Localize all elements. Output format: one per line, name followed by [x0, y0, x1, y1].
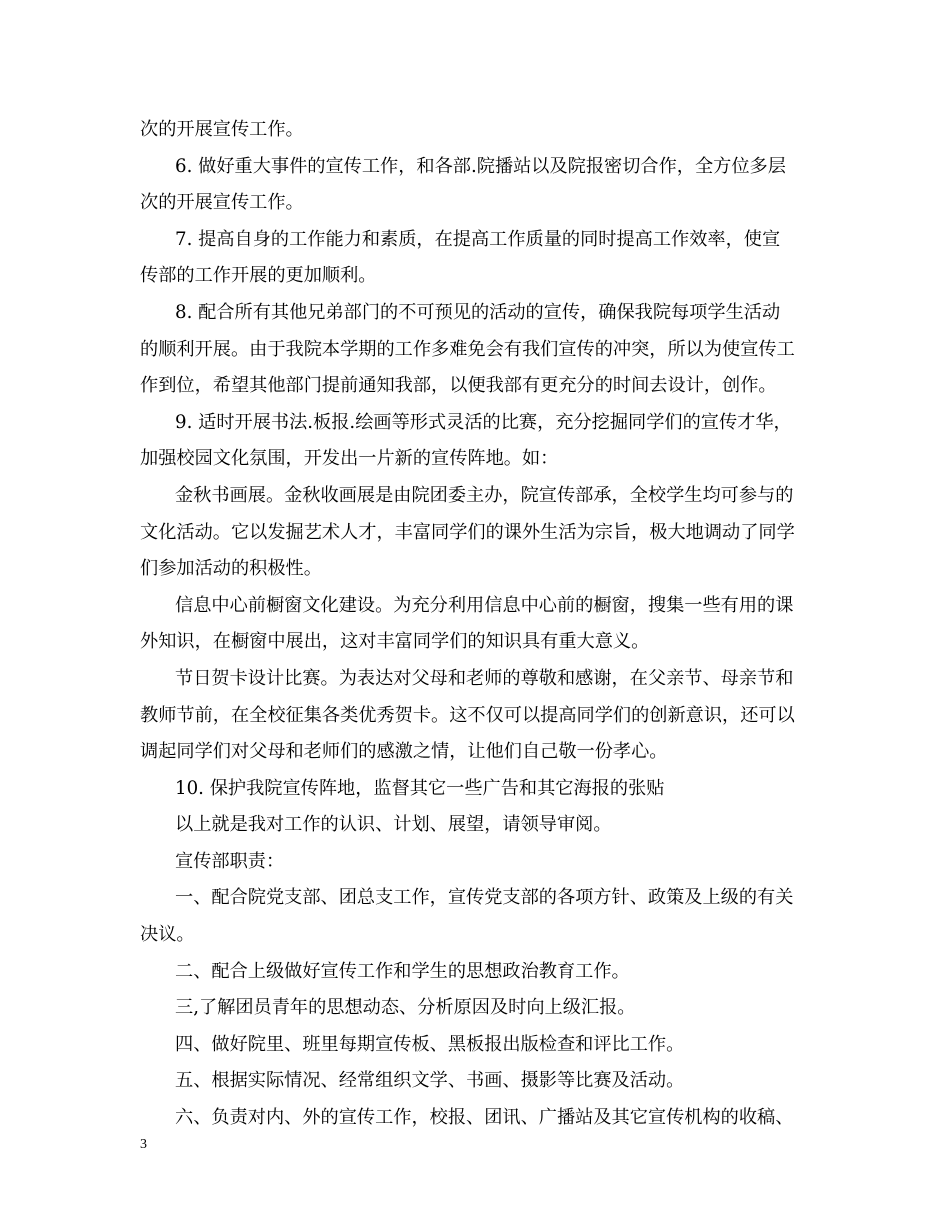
text-line: 作到位，希望其他部门提前通知我部，以便我部有更充分的时间去设计，创作。: [140, 375, 777, 397]
paragraph: [140, 1027, 816, 1064]
page-number: 3: [140, 1137, 147, 1152]
paragraph: [140, 880, 816, 953]
text-line: 以上就是我对工作的认识、计划、展望，请领导审阅。: [175, 814, 612, 836]
paragraph: [140, 954, 816, 991]
paragraph: [140, 771, 816, 808]
text-line: 8. 配合所有其他兄弟部门的不可预见的活动的宣传，确保我院每项学生活动: [175, 301, 781, 323]
text-line: 二、配合上级做好宣传工作和学生的思想政治教育工作。: [175, 960, 630, 982]
paragraph: [140, 588, 816, 661]
text-line: 宣传部职责：: [175, 850, 285, 872]
text-line: 9. 适时开展书法.板报.绘画等形式灵活的比赛，充分挖掘同学们的宣传才华，: [175, 411, 792, 433]
text-line: 四、做好院里、班里每期宣传板、黑板报出版检查和评比工作。: [175, 1033, 685, 1055]
paragraph: [140, 807, 816, 844]
text-line: 五、根据实际情况、经常组织文学、书画、摄影等比赛及活动。: [175, 1070, 685, 1092]
paragraph: [140, 1100, 816, 1137]
text-line: 三,了解团员青年的思想动态、分析原因及时向上级汇报。: [175, 997, 636, 1019]
text-line: 教师节前，在全校征集各类优秀贺卡。这不仅可以提高同学们的创新意识，还可以: [140, 704, 795, 726]
text-line: 一、配合院党支部、团总支工作，宣传党支部的各项方针、政策及上级的有关: [175, 887, 794, 909]
paragraph: [140, 295, 816, 405]
text-line: 决议。: [140, 924, 195, 946]
paragraph: [140, 478, 816, 588]
paragraph: [140, 222, 816, 295]
paragraph: [140, 990, 816, 1027]
text-line: 六、负责对内、外的宣传工作，校报、团讯、广播站及其它宣传机构的收稿、: [175, 1107, 794, 1129]
text-line: 的顺利开展。由于我院本学期的工作多难免会有我们宣传的冲突，所以为使宣传工: [140, 338, 795, 360]
document-body: [140, 112, 816, 1137]
text-line: 金秋书画展。金秋收画展是由院团委主办，院宣传部承，全校学生均可参与的: [175, 484, 794, 506]
section-heading: [140, 844, 816, 881]
text-line: 外知识，在橱窗中展出，这对丰富同学们的知识具有重大意义。: [140, 631, 650, 653]
text-line: 调起同学们对父母和老师们的感激之情，让他们自己敬一份孝心。: [140, 741, 668, 763]
paragraph: [140, 661, 816, 771]
paragraph: [140, 112, 816, 149]
text-line: 6. 做好重大事件的宣传工作，和各部.院播站以及院报密切合作，全方位多层: [175, 155, 786, 177]
text-line: 次的开展宣传工作。: [140, 192, 304, 214]
text-line: 传部的工作开展的更加顺利。: [140, 265, 377, 287]
text-line: 10. 保护我院宣传阵地，监督其它一些广告和其它海报的张贴: [175, 777, 665, 799]
paragraph: [140, 405, 816, 478]
text-line: 文化活动。它以发掘艺术人才，丰富同学们的课外生活为宗旨，极大地调动了同学: [140, 521, 795, 543]
text-line: 次的开展宣传工作。: [140, 119, 304, 140]
paragraph: [140, 1063, 816, 1100]
text-line: 加强校园文化氛围，开发出一片新的宣传阵地。如：: [140, 448, 559, 470]
paragraph: [140, 149, 816, 222]
text-line: 们参加活动的积极性。: [140, 558, 322, 580]
text-line: 7. 提高自身的工作能力和素质，在提高工作质量的同时提高工作效率，使宣: [175, 228, 781, 250]
text-line: 信息中心前橱窗文化建设。为充分利用信息中心前的橱窗，搜集一些有用的课: [175, 594, 794, 616]
text-line: 节日贺卡设计比赛。为表达对父母和老师的尊敬和感谢，在父亲节、母亲节和: [175, 667, 794, 689]
